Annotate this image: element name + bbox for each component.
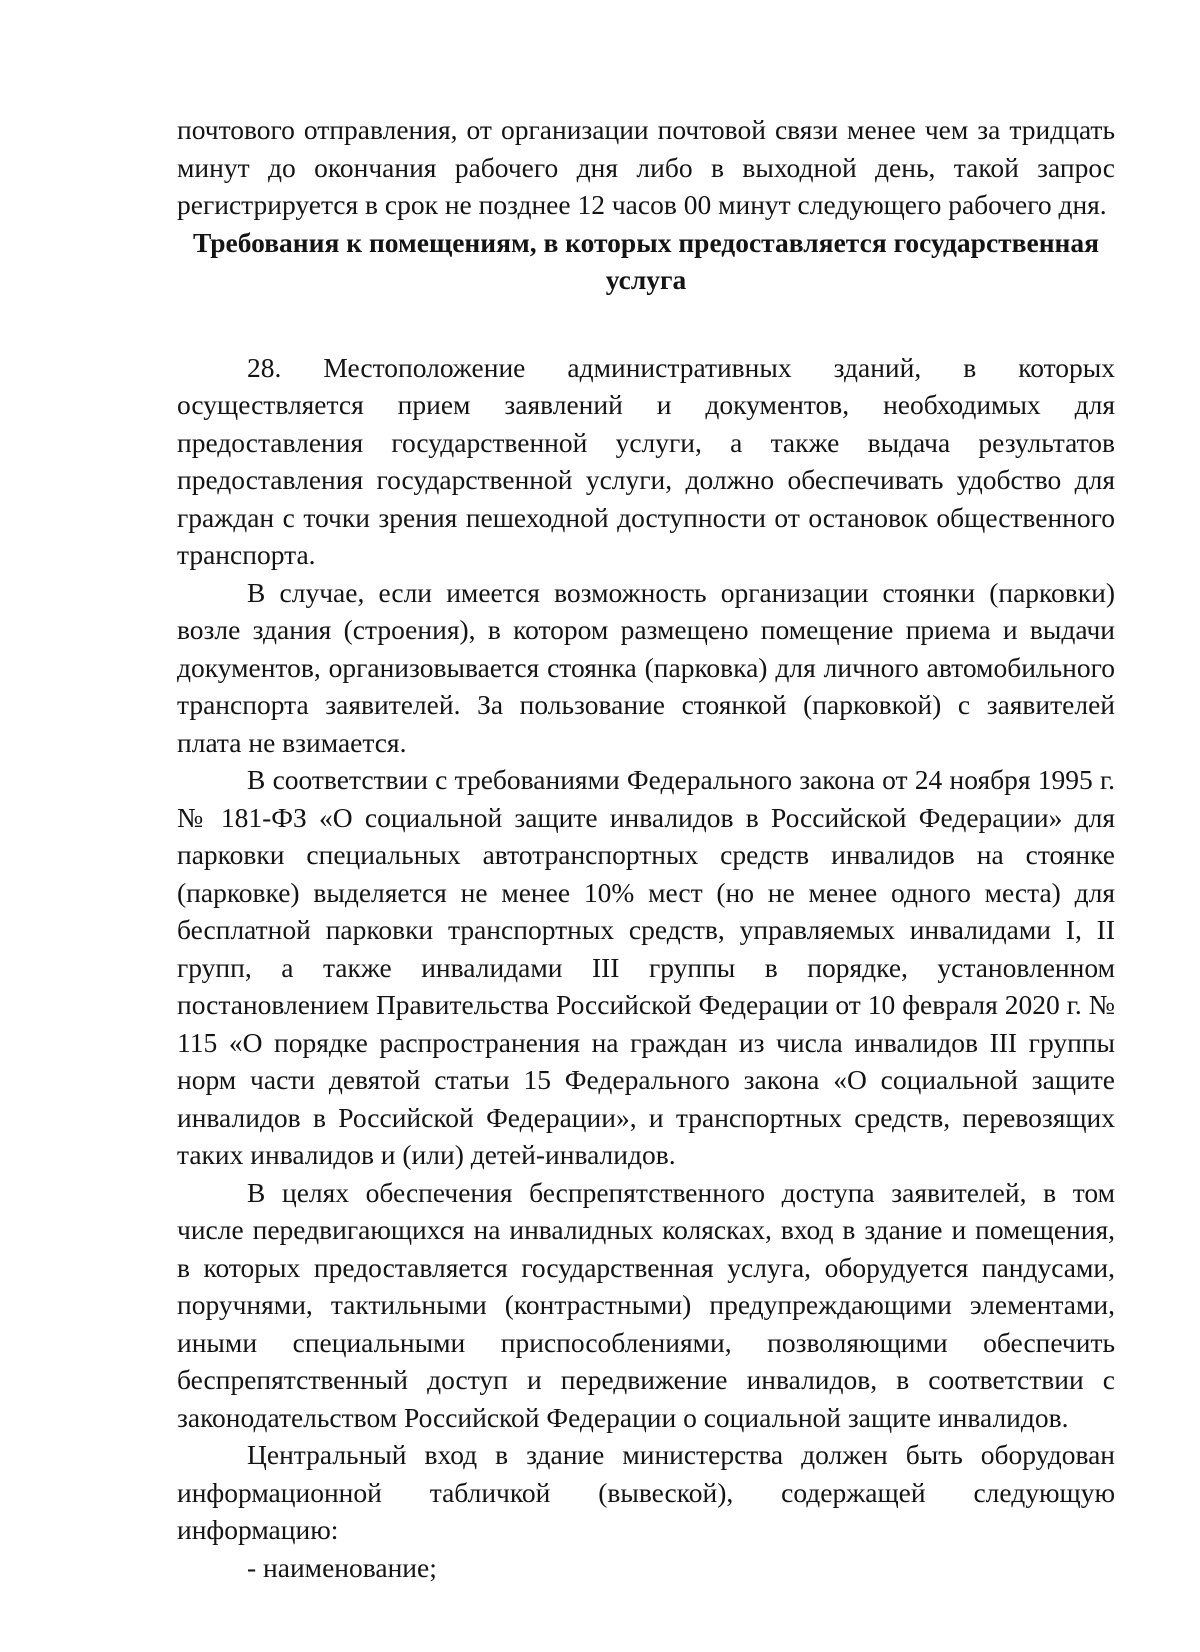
list-item-name: - наименование; — [247, 1551, 437, 1583]
heading-spacer — [177, 299, 1115, 349]
section-heading: Требования к помещениям, в которых предоставляется государственная услуга — [192, 226, 1100, 295]
paragraph-accessibility: В целях обеспечения беспрепятственного доступа заявителей, в том числе передвигающихся на инвалидных колясках, вход в здание и помещения, в которых предоставляется государственная услуга, оборудуется пандусами, поручнями, тактильными (контрастными) предупреждающими элементами, иными специальными приспособлениями, позволяющими обеспечить беспрепятственный доступ и передвижение инвалидов, в соответствии с законодательством Российской Федерации о социальной защите инвалидов. — [177, 1176, 1115, 1433]
paragraph-signboard: Центральный вход в здание министерства должен быть оборудован информационной табличкой (вывеской), содержащей следующую информацию: — [177, 1439, 1115, 1545]
paragraph-disabled-parking: В соответствии с требованиями Федерального закона от 24 ноября 1995 г. № 181-ФЗ «О социальной защите инвалидов в Российской Федерации» для парковки специальных автотранспортных средств инвалидов на стоянке (парковке) выделяется не менее 10% мест (но не менее одного места) для бесплатной парковки транспортных средств, управляемых инвалидами I, II групп, а также инвалидами III группы в порядке, установленном постановлением Правительства Российской Федерации от 10 февраля 2020 г. № 115 «О порядке распространения на граждан из числа инвалидов III группы норм части девятой статьи 15 Федерального закона «О социальной защите инвалидов в Российской Федерации», и транспортных средств, перевозящих таких инвалидов и (или) детей-инвалидов. — [177, 764, 1115, 1170]
paragraph-28: 28. Местоположение административных зданий, в которых осуществляется прием заявлений и документов, необходимых для предоставления государственной услуги, а также выдача результатов предоставления государственной услуги, должно обеспечивать удобство для граждан с точки зрения пешеходной доступности от остановок общественного транспорта. — [177, 351, 1115, 570]
document-body — [177, 111, 1115, 1586]
continuation-paragraph: почтового отправления, от организации почтовой связи менее чем за тридцать минут до окончания рабочего дня либо в выходной день, такой запрос регистрируется в срок не позднее 12 часов 00 минут следующего рабочего дня. — [177, 114, 1115, 220]
paragraph-parking: В случае, если имеется возможность организации стоянки (парковки) возле здания (строения), в котором размещено помещение приема и выдачи документов, организовывается стоянка (парковка) для личного автомобильного транспорта заявителей. За пользование стоянкой (парковкой) с заявителей плата не взимается. — [177, 576, 1115, 758]
